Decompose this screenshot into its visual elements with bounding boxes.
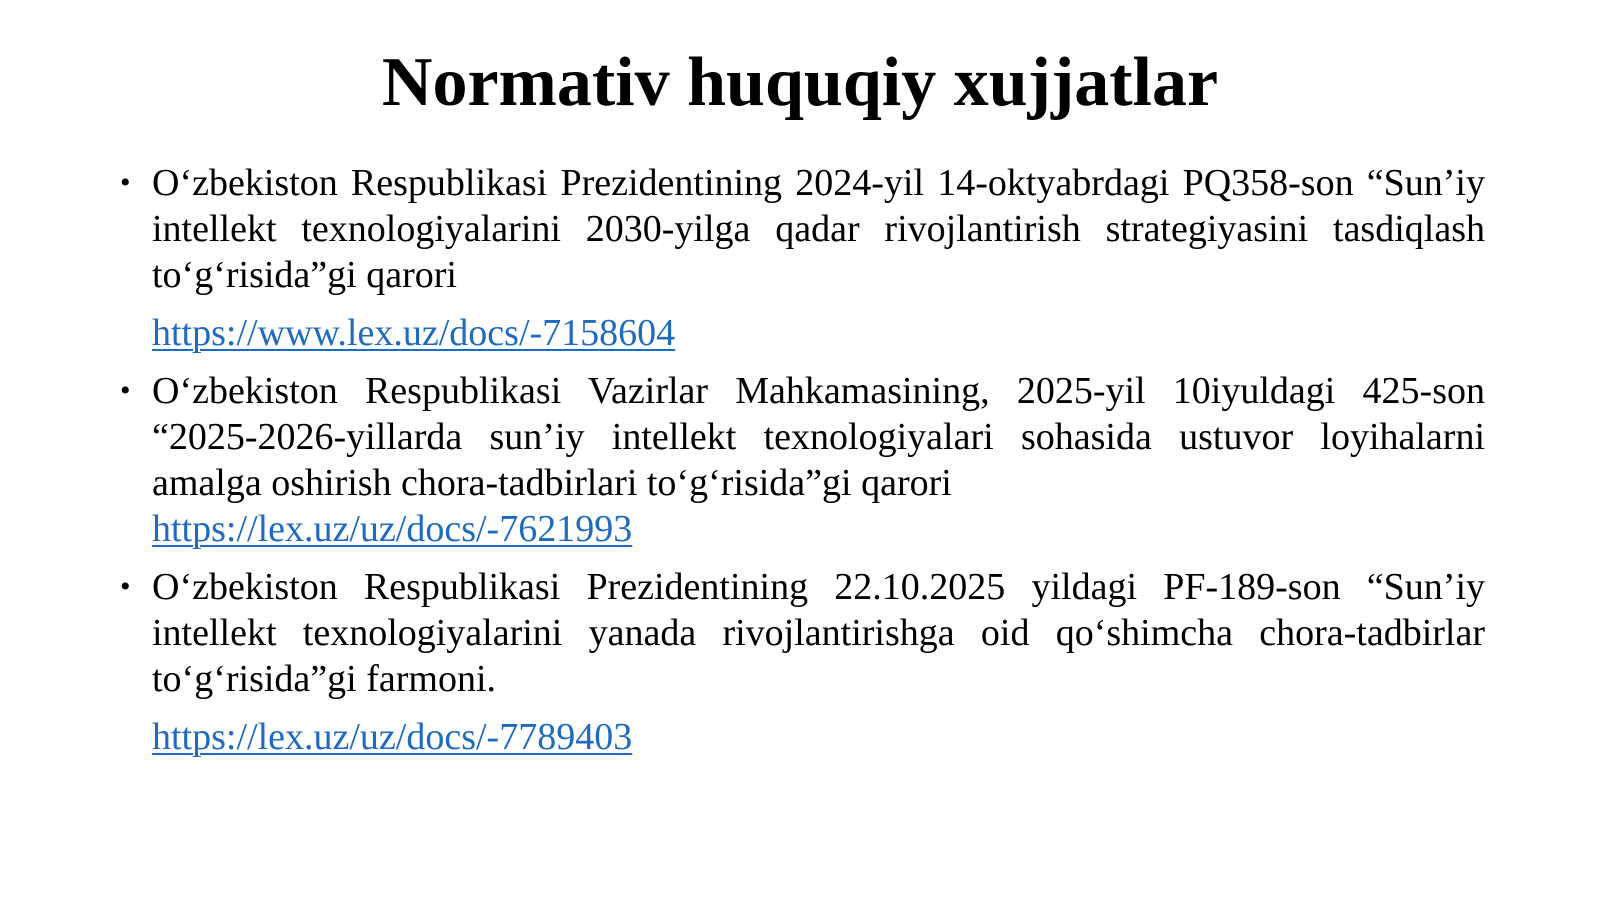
link-row (152, 714, 1485, 760)
slide-title: Normativ huquqiy xujjatlar (381, 44, 1219, 121)
document-link[interactable]: https://lex.uz/uz/docs/-7621993 (152, 508, 633, 550)
document-link[interactable]: https://lex.uz/uz/docs/-7789403 (152, 716, 633, 758)
bullet-icon: • (120, 374, 131, 407)
list-item (120, 368, 1485, 552)
link-row (152, 506, 1485, 552)
document-description: O‘zbekiston Respublikasi Prezidentining 2024-yil 14-oktyabrdagi PQ358-son “Sun’iy intellekt texnologiyalarini 2030-yilga qadar rivojlantirish strategiyasini tasdiqlash to‘g‘risida”gi qarori (152, 162, 1485, 296)
bullet-icon: • (120, 166, 131, 199)
list-item (120, 160, 1485, 356)
link-row (152, 310, 1485, 356)
bullet-icon: • (120, 570, 131, 603)
document-link[interactable]: https://www.lex.uz/docs/-7158604 (152, 312, 676, 354)
document-description: O‘zbekiston Respublikasi Vazirlar Mahkamasining, 2025-yil 10iyuldagi 425-son “2025-2026-yillarda sun’iy intellekt texnologiyalari sohasida ustuvor loyihalarni amalga oshirish chora-tadbirlari to‘g‘risida”gi qarori (152, 370, 1485, 504)
document-description: O‘zbekiston Respublikasi Prezidentining 22.10.2025 yildagi PF-189-son “Sun’iy intellekt texnologiyalarini yanada rivojlantirishga oid qo‘shimcha chora-tadbirlar to‘g‘risida”gi farmoni. (152, 566, 1485, 700)
document-list (120, 160, 1485, 760)
list-item (120, 564, 1485, 760)
